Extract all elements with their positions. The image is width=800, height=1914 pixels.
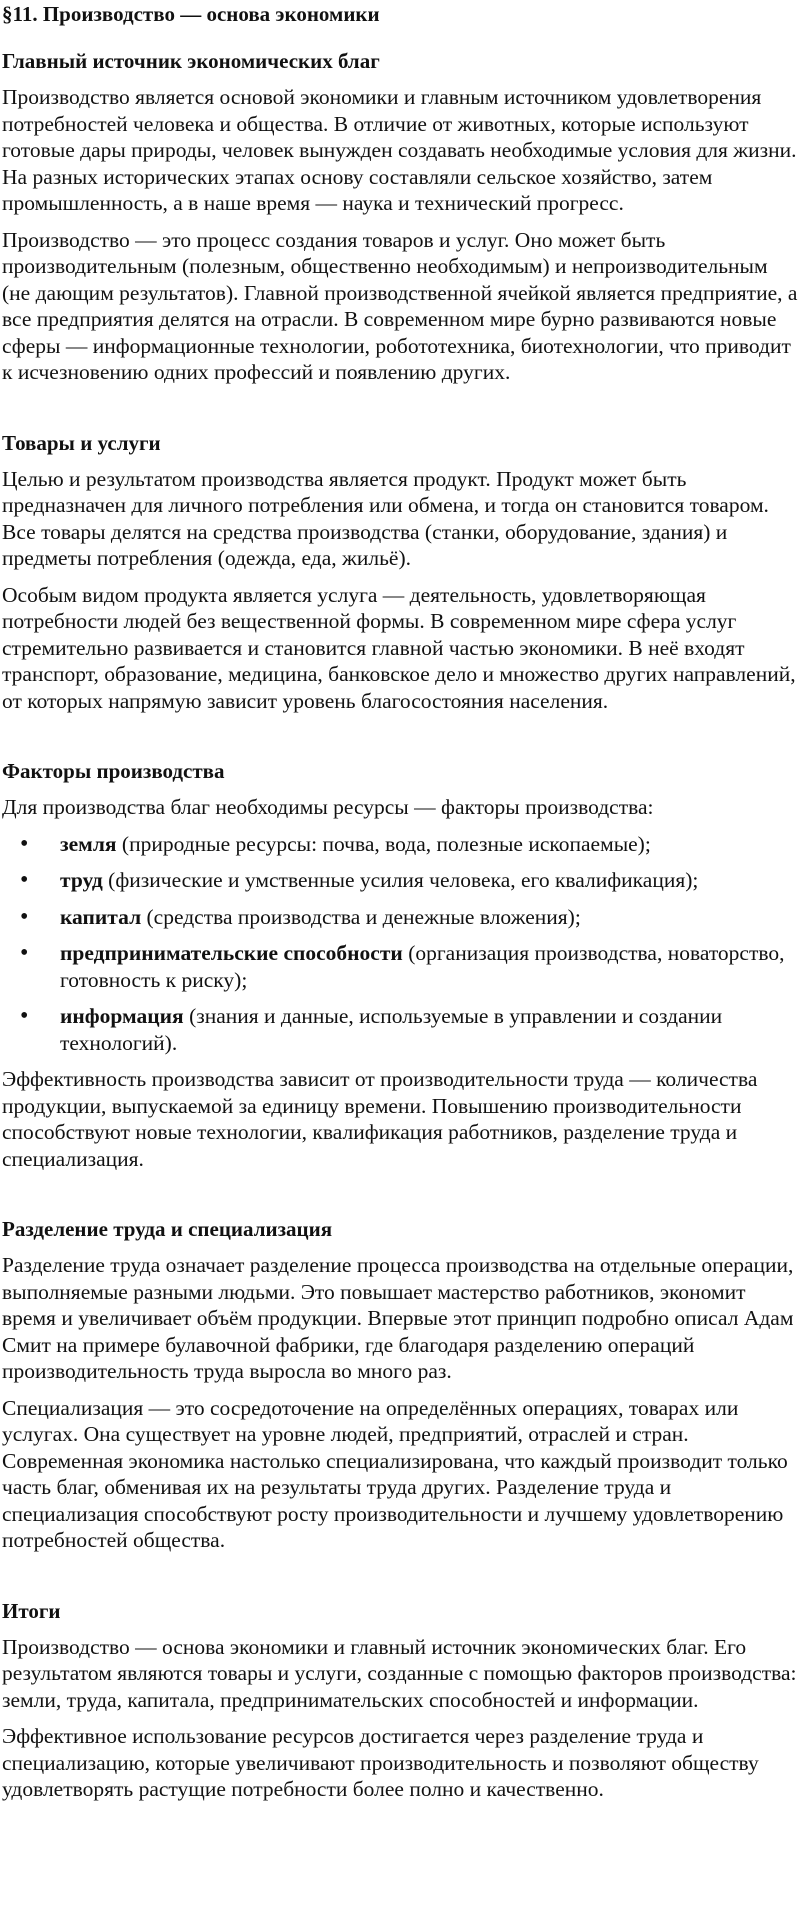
bullet-icon: •: [20, 903, 29, 930]
factor-term: информация: [60, 1004, 184, 1028]
section-heading: Разделение труда и специализация: [2, 1217, 333, 1241]
section-main-source: [2, 48, 798, 386]
page-title: §11. Производство — основа экономики: [2, 2, 380, 26]
paragraph: Эффективное использование ресурсов достигается через разделение труда и специализацию, которые увеличивают производительность и позволяют обществу удовлетворять растущие потребности более полно и качественно.: [2, 1724, 759, 1801]
bullet-icon: •: [20, 867, 29, 893]
paragraph: Разделение труда означает разделение процесса производства на отдельные операции, выполняемые разными людьми. Это повышает мастерство работников, экономит время и увеличивает объём продукции. Впервые этот принцип подробно описал Адам Смит на примере булавочной фабрики, где благодаря разделению операций производительность труда выросла во много раз.: [2, 1253, 794, 1383]
bullet-icon: •: [20, 940, 29, 966]
paragraph: Производство является основой экономики и главным источником удовлетворения потребностей человека и общества. В отличие от животных, которые используют готовые дары природы, человек вынужден создавать необходимые условия для жизни. На разных исторических этапах основу составляли сельское хозяйство, затем промышленность, а в наше время — наука и технический прогресс.: [2, 85, 797, 215]
factor-term: земля: [60, 831, 117, 856]
list-item: [2, 940, 798, 993]
section-goods-services: [2, 430, 798, 715]
section-production-factors: [2, 758, 798, 1172]
paragraph: Эффективность производства зависит от производительности труда — количества продукции, выпускаемой за единицу времени. Повышению производительности способствуют новые технологии, квалификация работников, разделение труда и специализация.: [2, 1067, 758, 1171]
factor-term: труд: [60, 868, 103, 892]
factors-list: [2, 831, 798, 1057]
paragraph: Целью и результатом производства является продукт. Продукт может быть предназначен для личного потребления или обмена, и тогда он становится товаром. Все товары делятся на средства производства (станки, оборудование, здания) и предметы потребления (одежда, еда, жильё).: [2, 466, 769, 570]
section-heading: Главный источник экономических благ: [2, 49, 380, 73]
section-heading: Итоги: [2, 1598, 61, 1623]
list-item: [2, 1003, 798, 1056]
section-division-of-labor: [2, 1216, 798, 1554]
list-item: [2, 867, 798, 894]
section-heading: Факторы производства: [2, 759, 225, 783]
factor-term: капитал: [60, 904, 142, 929]
factor-description: (природные ресурсы: почва, вода, полезные ископаемые);: [116, 831, 651, 856]
factor-description: (знания и данные, используемые в управлении и создании технологий).: [60, 1004, 723, 1055]
section-heading: Товары и услуги: [2, 430, 161, 455]
paragraph: Производство — основа экономики и главный источник экономических благ. Его результатом являются товары и услуги, созданные с помощью факторов производства: земли, труда, капитала, предпринимательских способностей и информации.: [2, 1634, 797, 1712]
factor-term: предпринимательские способности: [60, 941, 403, 965]
paragraph: Производство — это процесс создания товаров и услуг. Оно может быть производительным (полезным, общественно необходимым) и непроизводительным (не дающим результатов). Главной производственной ячейкой является предприятие, а все предприятия делятся на отрасли. В современном мире бурно развиваются новые сферы — информационные технологии, робототехника, биотехнологии, что приводит к исчезновению одних профессий и появлению других.: [2, 227, 798, 384]
factor-description: (организация производства, новаторство, готовность к риску);: [60, 941, 785, 992]
section-summary: [2, 1598, 798, 1803]
paragraph: Специализация — это сосредоточение на определённых операциях, товарах или услугах. Она существует на уровне людей, предприятий, отраслей и стран. Современная экономика настолько специализирована, что каждый производит только часть благ, обменивая их на результаты труда других. Разделение труда и специализация способствуют росту производительности и лучшему удовлетворению потребностей общества.: [2, 1395, 788, 1552]
bullet-icon: •: [20, 1003, 29, 1029]
list-item: [2, 904, 798, 931]
factor-description: (средства производства и денежные вложения);: [141, 904, 581, 929]
paragraph: Для производства благ необходимы ресурсы — факторы производства:: [2, 795, 654, 819]
paragraph: Особым видом продукта является услуга — деятельность, удовлетворяющая потребности людей без вещественной формы. В современном мире сфера услуг стремительно развивается и становится главной частью экономики. В неё входят транспорт, образование, медицина, банковское дело и множество других направлений, от которых напрямую зависит уровень благосостояния населения.: [2, 582, 796, 713]
list-item: [2, 831, 798, 858]
factor-description: (физические и умственные усилия человека, его квалификация);: [102, 868, 699, 892]
bullet-icon: •: [20, 830, 29, 857]
